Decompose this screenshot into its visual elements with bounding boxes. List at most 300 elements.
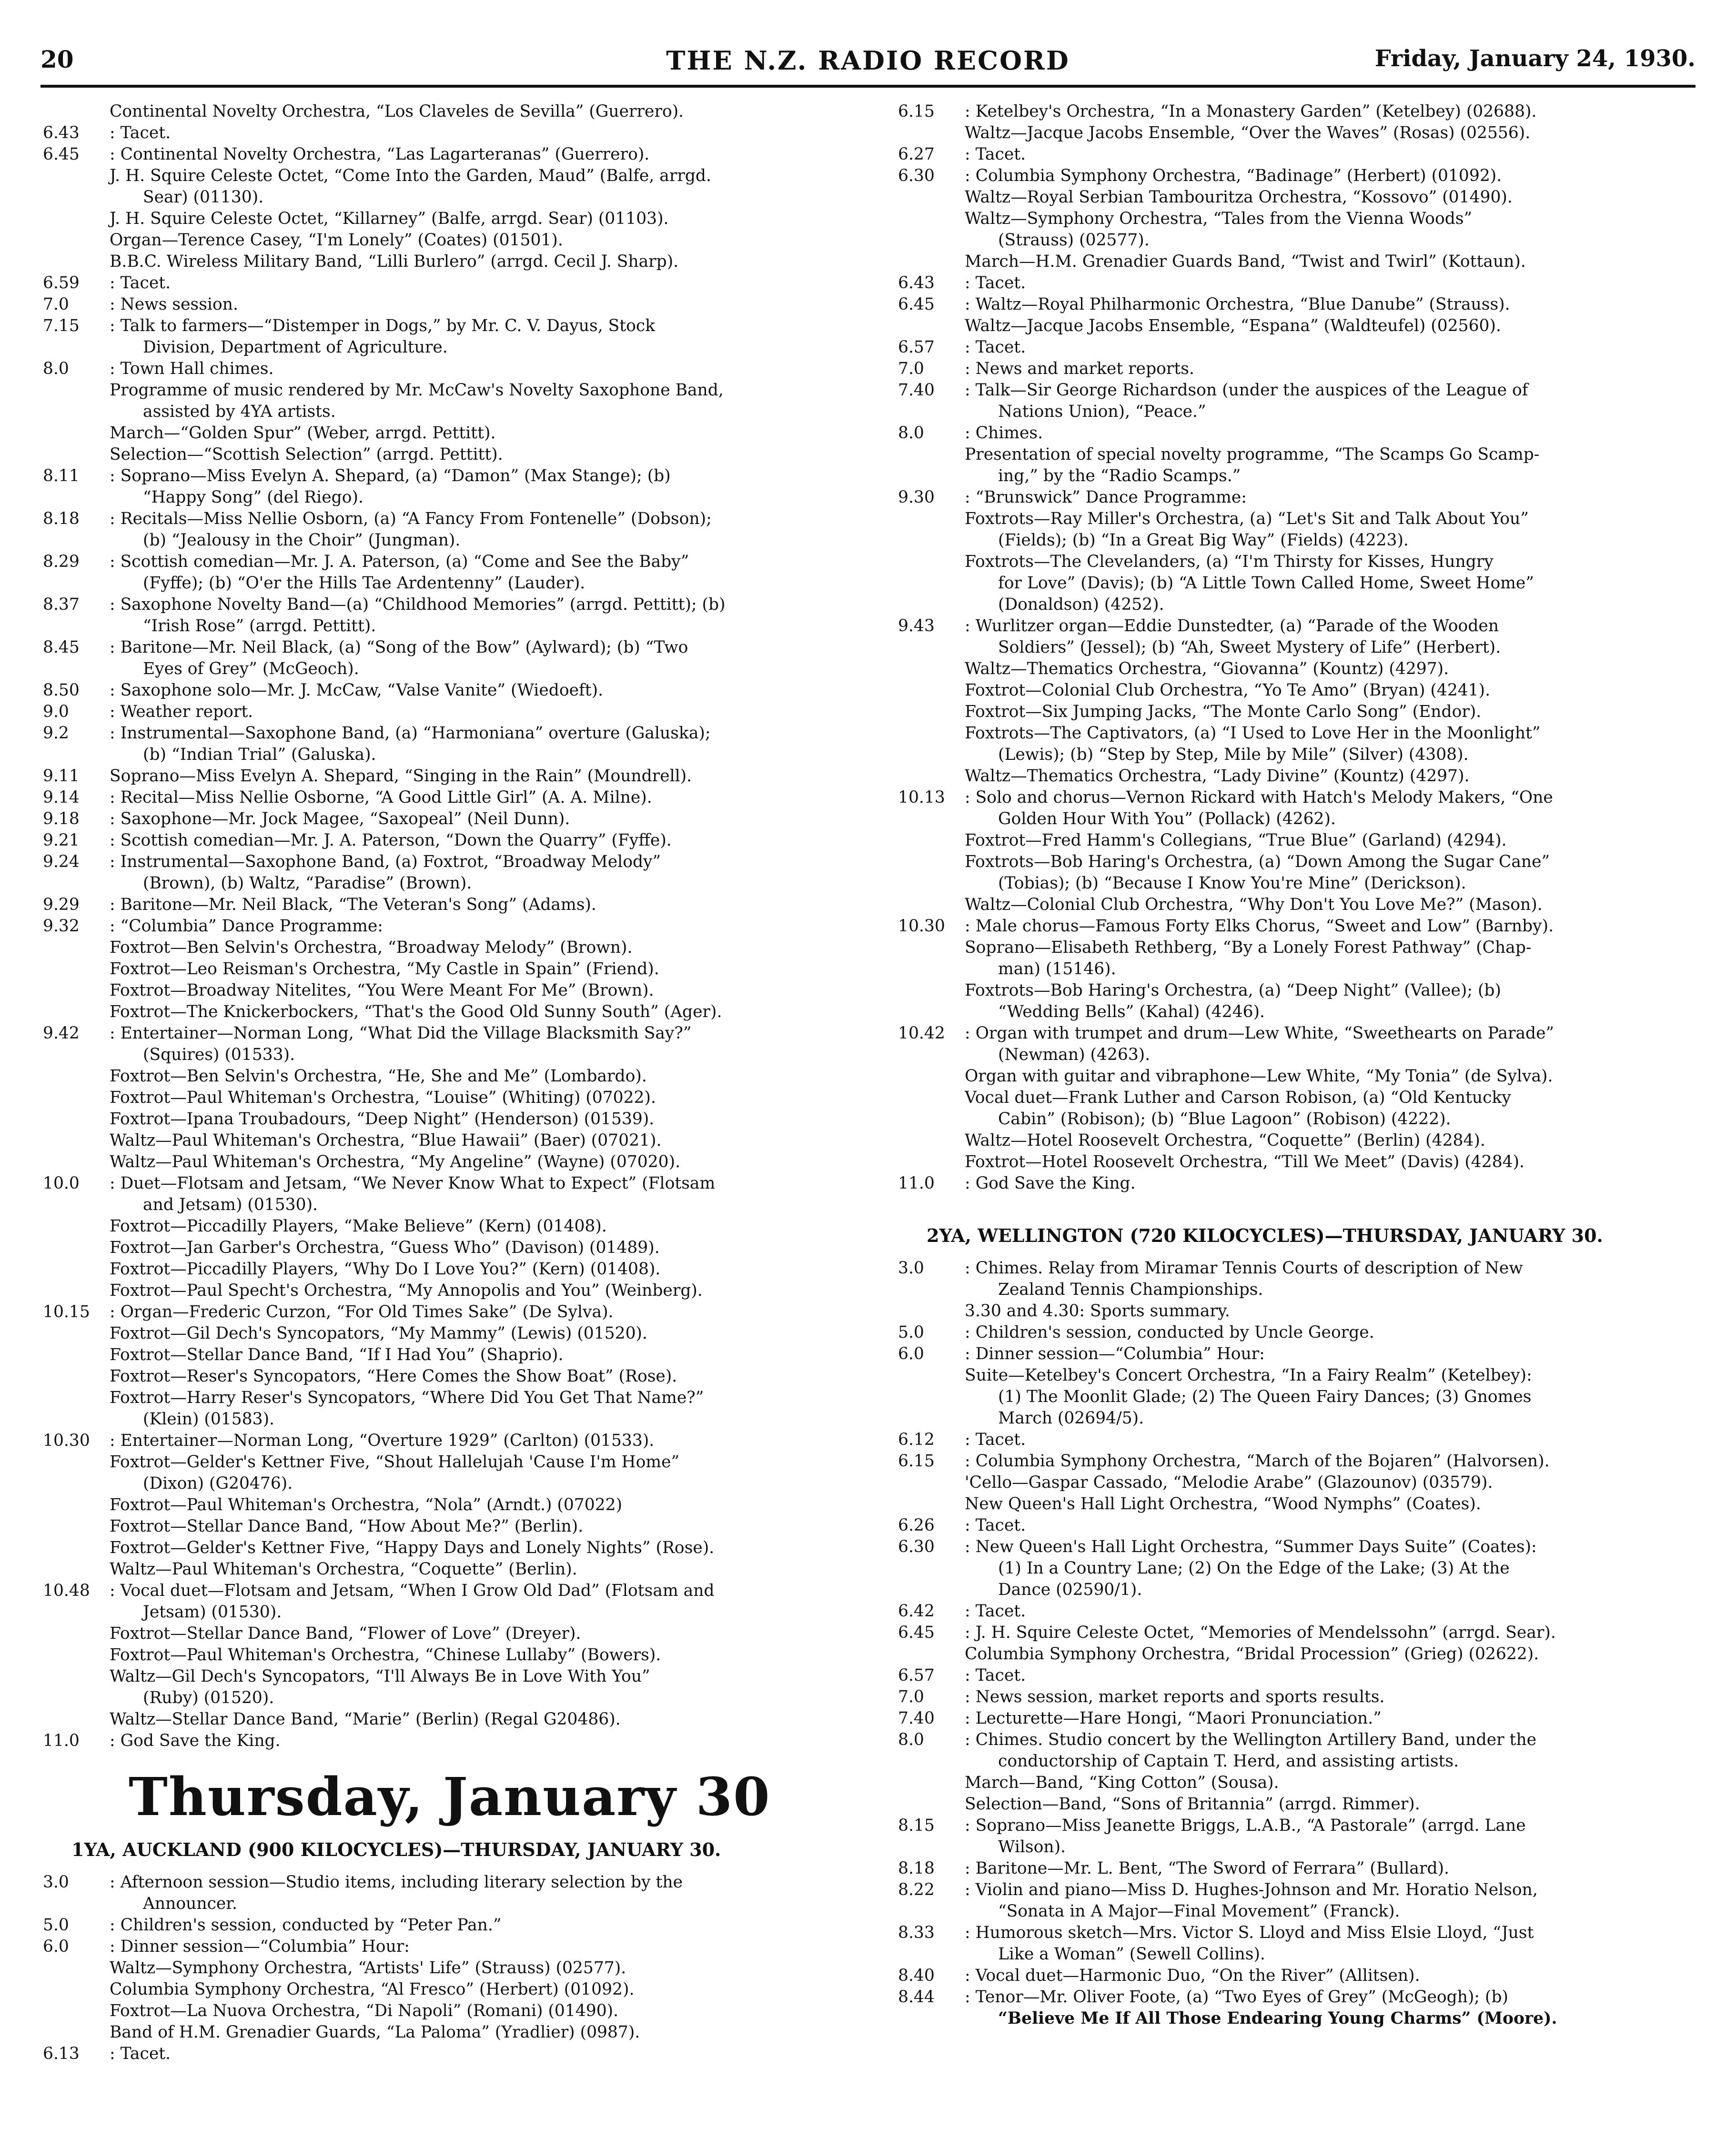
programme-text: Columbia Symphony Orchestra, “Bridal Procession” (Grieg) (02622).	[965, 1645, 1539, 1664]
programme-time: 9.29	[43, 895, 80, 914]
programme-line	[43, 122, 848, 144]
programme-line	[43, 744, 848, 766]
programme-text: : Afternoon session—Studio items, including literary selection by the	[110, 1873, 683, 1892]
programme-text: : Talk to farmers—“Distemper in Dogs,” by Mr. C. V. Dayus, Stock	[110, 316, 656, 335]
programme-time: 7.15	[43, 316, 80, 335]
section-heading-1ya: 1YA, AUCKLAND (900 KILOCYCLES)—THURSDAY, JANUARY 30.	[71, 1839, 721, 1860]
programme-line	[898, 1944, 1694, 1965]
programme-line	[43, 272, 848, 294]
programme-line	[43, 1623, 848, 1645]
programme-text: : Chimes. Relay from Miramar Tennis Courts of description of New	[965, 1259, 1523, 1278]
programme-time: 8.44	[898, 1988, 935, 2007]
programme-text: Foxtrot—Leo Reisman's Orchestra, “My Castle in Spain” (Friend).	[110, 959, 659, 979]
programme-line	[43, 873, 848, 894]
programme-text: Foxtrots—Ray Miller's Orchestra, (a) “Let's Sit and Talk About You”	[965, 509, 1529, 528]
programme-text: : Organ with trumpet and drum—Lew White, “Sweethearts on Parade”	[965, 1024, 1554, 1043]
programme-text: 'Cello—Gaspar Cassado, “Melodie Arabe” (Glazounov) (03579).	[965, 1473, 1493, 1492]
programme-text: J. H. Squire Celeste Octet, “Come Into the Garden, Maud” (Balfe, arrgd.	[110, 166, 711, 185]
programme-list-4ya	[43, 101, 848, 1752]
programme-text: (Donaldson) (4252).	[998, 595, 1164, 614]
programme-text: and Jetsam) (01530).	[143, 1195, 318, 1214]
programme-text: : News and market reports.	[965, 359, 1194, 378]
programme-text: : Lecturette—Hare Hongi, “Maori Pronunciation.”	[965, 1709, 1382, 1728]
programme-line	[898, 1836, 1694, 1858]
programme-time: 9.43	[898, 616, 935, 636]
programme-time: 6.30	[898, 1537, 935, 1556]
programme-line	[898, 1901, 1694, 1922]
programme-time: 6.27	[898, 145, 935, 164]
programme-line	[898, 1173, 1694, 1194]
programme-line	[43, 444, 848, 465]
programme-time: 8.50	[43, 681, 80, 700]
programme-line	[43, 1344, 848, 1366]
programme-text: B.B.C. Wireless Military Band, “Lilli Burlero” (arrgd. Cecil J. Sharp).	[110, 252, 679, 271]
programme-text: Foxtrot—Piccadilly Players, “Make Believe” (Kern) (01408).	[110, 1217, 607, 1236]
programme-line	[43, 337, 848, 358]
programme-text: : Chimes.	[965, 424, 1043, 443]
programme-line	[898, 272, 1694, 294]
programme-time: 10.42	[898, 1024, 945, 1043]
programme-line	[43, 1709, 848, 1730]
programme-line	[43, 1872, 848, 1893]
programme-text: : Organ—Frederic Curzon, “For Old Times Sake” (De Sylva).	[110, 1302, 614, 1322]
programme-time: 5.0	[898, 1323, 924, 1342]
programme-line	[898, 1601, 1694, 1622]
programme-text: (Squires) (01533).	[143, 1045, 295, 1064]
programme-text: : Scottish comedian—Mr. J. A. Paterson, (a) “Come and See the Baby”	[110, 552, 689, 571]
programme-line	[898, 1858, 1694, 1879]
programme-line	[898, 101, 1694, 122]
programme-line	[43, 959, 848, 980]
programme-line	[43, 380, 848, 401]
programme-time: 6.0	[898, 1344, 924, 1363]
programme-text: Foxtrot—Stellar Dance Band, “If I Had You” (Shaprio).	[110, 1345, 564, 1364]
programme-text: : New Queen's Hall Light Orchestra, “Summer Days Suite” (Coates):	[965, 1537, 1537, 1556]
programme-line	[898, 916, 1694, 937]
programme-time: 9.2	[43, 724, 69, 743]
programme-line	[898, 1451, 1694, 1472]
programme-line	[898, 937, 1694, 959]
programme-text: March—H.M. Grenadier Guards Band, “Twist and Twirl” (Kottaun).	[965, 252, 1526, 271]
programme-text: : Entertainer—Norman Long, “What Did the Village Blacksmith Say?”	[110, 1024, 692, 1043]
programme-time: 6.15	[898, 102, 935, 121]
programme-text: (Brown), (b) Waltz, “Paradise” (Brown).	[143, 874, 472, 893]
programme-line	[43, 1001, 848, 1023]
programme-line	[43, 1580, 848, 1602]
programme-text: : Ketelbey's Orchestra, “In a Monastery Garden” (Ketelbey) (02688).	[965, 102, 1537, 121]
programme-line	[43, 508, 848, 530]
programme-line	[898, 165, 1694, 187]
programme-text: : Dinner session—“Columbia” Hour:	[110, 1937, 410, 1956]
programme-text: : Tacet.	[965, 338, 1026, 357]
programme-text: Waltz—Symphony Orchestra, “Artists' Life” (Strauss) (02577).	[110, 1958, 626, 1978]
programme-line	[43, 1259, 848, 1280]
programme-time: 6.57	[898, 338, 935, 357]
programme-time: 8.0	[898, 424, 924, 443]
programme-text: Foxtrot—Six Jumping Jacks, “The Monte Carlo Song” (Endor).	[965, 702, 1482, 721]
programme-text: (Dixon) (G20476).	[143, 1474, 293, 1493]
programme-line	[898, 1279, 1694, 1301]
programme-text: : Scottish comedian—Mr. J. A. Paterson, “Down the Quarry” (Fyffe).	[110, 831, 672, 850]
programme-line	[43, 401, 848, 423]
programme-text: “Sonata in A Major—Final Movement” (Franck).	[998, 1902, 1400, 1921]
programme-text: man) (15146).	[998, 959, 1116, 979]
programme-line	[43, 1893, 848, 1915]
programme-line	[43, 701, 848, 723]
programme-time: 6.0	[43, 1937, 69, 1956]
programme-line	[43, 1387, 848, 1409]
programme-text: Dance (02590/1).	[998, 1580, 1142, 1599]
programme-list-1ya	[43, 1872, 848, 2065]
programme-line	[43, 851, 848, 873]
programme-text: Foxtrot—La Nuova Orchestra, “Di Napoli” (Romani) (01490).	[110, 2001, 619, 2020]
programme-line	[43, 937, 848, 959]
programme-text: Organ with guitar and vibraphone—Lew White, “My Tonia” (de Sylva).	[965, 1067, 1553, 1086]
programme-text: : “Columbia” Dance Programme:	[110, 917, 383, 936]
programme-time: 8.18	[898, 1859, 935, 1878]
programme-line	[43, 251, 848, 272]
programme-line	[898, 980, 1694, 1001]
programme-text: Waltz—Paul Whiteman's Orchestra, “My Angeline” (Wayne) (07020).	[110, 1152, 681, 1171]
programme-time: 9.11	[43, 767, 80, 786]
programme-text: : Recital—Miss Nellie Osborne, “A Good Little Girl” (A. A. Milne).	[110, 788, 652, 807]
programme-text: : Soprano—Miss Jeanette Briggs, L.A.B., “A Pastorale” (arrgd. Lane	[965, 1816, 1526, 1835]
programme-line	[43, 830, 848, 851]
programme-text: Zealand Tennis Championships.	[998, 1280, 1263, 1299]
programme-line	[43, 1979, 848, 2000]
programme-line	[43, 1151, 848, 1173]
programme-line	[898, 701, 1694, 723]
programme-text: Selection—“Scottish Selection” (arrgd. Pettitt).	[110, 445, 503, 464]
programme-text: : “Brunswick” Dance Programme:	[965, 488, 1247, 507]
programme-time: 7.0	[898, 1687, 924, 1706]
programme-text: : Weather report.	[110, 702, 253, 721]
programme-line	[898, 444, 1694, 465]
programme-text: “Wedding Bells” (Kahal) (4246).	[998, 1002, 1265, 1021]
programme-time: 8.33	[898, 1923, 935, 1942]
programme-text: (Fields); (b) “In a Great Big Way” (Fields) (4223).	[998, 531, 1409, 550]
programme-text: : Tacet.	[110, 273, 171, 293]
programme-time: 5.0	[43, 1916, 69, 1935]
programme-line	[898, 423, 1694, 444]
programme-text: : News session, market reports and sports results.	[965, 1687, 1385, 1706]
programme-line	[898, 894, 1694, 916]
programme-line	[43, 1452, 848, 1473]
programme-line	[898, 1472, 1694, 1493]
programme-line	[43, 1494, 848, 1516]
programme-text: : Chimes. Studio concert by the Wellington Artillery Band, under the	[965, 1730, 1537, 1749]
programme-line	[898, 1922, 1694, 1944]
programme-text: : News session.	[110, 295, 238, 314]
programme-time: 9.42	[43, 1024, 80, 1043]
programme-line	[43, 808, 848, 830]
programme-line	[43, 980, 848, 1001]
programme-time: 6.12	[898, 1430, 935, 1449]
programme-time: 8.37	[43, 595, 80, 614]
programme-line	[43, 1936, 848, 1957]
programme-line	[43, 1473, 848, 1494]
programme-line	[43, 1915, 848, 1936]
programme-text: (1) In a Country Lane; (2) On the Edge of the Lake; (3) At the	[998, 1559, 1510, 1578]
programme-line	[898, 1023, 1694, 1044]
programme-text: (Fyffe); (b) “O'er the Hills Tae Ardentenny” (Lauder).	[143, 574, 585, 593]
programme-text: : Tacet.	[110, 2044, 171, 2063]
programme-line	[898, 1493, 1694, 1515]
programme-time: 8.11	[43, 466, 80, 485]
programme-text: : Columbia Symphony Orchestra, “March of the Bojaren” (Halvorsen).	[965, 1452, 1550, 1471]
programme-line	[43, 1666, 848, 1687]
programme-line	[43, 358, 848, 380]
programme-text: Selection—Band, “Sons of Britannia” (arrgd. Rimmer).	[965, 1795, 1420, 1814]
programme-text: J. H. Squire Celeste Octet, “Killarney” (Balfe, arrgd. Sear) (01103).	[110, 209, 669, 228]
programme-time: 6.45	[898, 295, 935, 314]
programme-text: ing,” by the “Radio Scamps.”	[998, 466, 1241, 485]
programme-time: 7.0	[43, 295, 69, 314]
programme-text: Cabin” (Robison); (b) “Blue Lagoon” (Robison) (4222).	[998, 1110, 1451, 1129]
programme-text: : Entertainer—Norman Long, “Overture 1929” (Carlton) (01533).	[110, 1431, 655, 1450]
programme-line	[43, 1645, 848, 1666]
programme-text: : Tacet.	[965, 145, 1026, 164]
programme-line	[898, 1386, 1694, 1408]
programme-time: 10.0	[43, 1174, 80, 1193]
programme-text: Continental Novelty Orchestra, “Los Claveles de Sevilla” (Guerrero).	[110, 102, 684, 121]
programme-text: March—“Golden Spur” (Weber, arrgd. Pettitt).	[110, 424, 496, 443]
programme-line	[43, 1430, 848, 1452]
programme-line	[43, 766, 848, 787]
programme-time: 3.0	[898, 1259, 924, 1278]
programme-text: Foxtrots—Bob Haring's Orchestra, (a) “Deep Night” (Vallee); (b)	[965, 981, 1501, 1000]
programme-text: : Columbia Symphony Orchestra, “Badinage” (Herbert) (01092).	[965, 166, 1502, 185]
programme-text: : J. H. Squire Celeste Octet, “Memories of Mendelssohn” (arrgd. Sear).	[965, 1623, 1556, 1642]
programme-text: Programme of music rendered by Mr. McCaw's Novelty Saxophone Band,	[110, 381, 724, 400]
programme-time: 11.0	[43, 1731, 80, 1750]
programme-line	[43, 551, 848, 573]
programme-text: 3.30 and 4.30: Sports summary.	[965, 1302, 1230, 1321]
programme-text: : Children's session, conducted by Uncle George.	[965, 1323, 1374, 1342]
programme-line	[43, 1687, 848, 1709]
programme-text: : Continental Novelty Orchestra, “Las Lagarteranas” (Guerrero).	[110, 145, 650, 164]
programme-time: 7.40	[898, 1709, 935, 1728]
programme-line	[43, 487, 848, 508]
programme-text: “Irish Rose” (arrgd. Pettitt).	[143, 616, 376, 636]
programme-line	[898, 1087, 1694, 1109]
programme-text: Foxtrot—Gil Dech's Syncopators, “My Mammy” (Lewis) (01520).	[110, 1324, 647, 1343]
programme-text: (1) The Moonlit Glade; (2) The Queen Fairy Dances; (3) Gnomes	[998, 1387, 1532, 1406]
programme-time: 8.15	[898, 1816, 935, 1835]
programme-text: Golden Hour With You” (Pollack) (4262).	[998, 809, 1336, 828]
programme-line	[43, 144, 848, 165]
programme-text: Foxtrot—Paul Whiteman's Orchestra, “Chinese Lullaby” (Bowers).	[110, 1645, 661, 1665]
programme-line	[898, 658, 1694, 680]
programme-line	[898, 1001, 1694, 1023]
programme-text: “Believe Me If All Those Endearing Young Charms” (Moore).	[998, 2009, 1557, 2028]
programme-text: : Tacet.	[110, 123, 171, 142]
programme-text: Waltz—Jacque Jacobs Ensemble, “Over the Waves” (Rosas) (02556).	[965, 123, 1531, 142]
programme-text: Waltz—Gil Dech's Syncopators, “I'll Always Be in Love With You”	[110, 1667, 650, 1686]
programme-line	[898, 1965, 1694, 1987]
programme-text: Foxtrot—The Knickerbockers, “That's the Good Old Sunny South” (Ager).	[110, 1002, 722, 1021]
programme-line	[898, 1066, 1694, 1087]
programme-line	[43, 894, 848, 916]
day-heading: Thursday, January 30	[129, 1766, 771, 1827]
programme-text: conductorship of Captain T. Herd, and assisting artists.	[998, 1752, 1459, 1771]
programme-line	[43, 1173, 848, 1194]
programme-text: March—Band, “King Cotton” (Sousa).	[965, 1773, 1279, 1792]
programme-line	[898, 315, 1694, 337]
programme-line	[898, 1429, 1694, 1451]
programme-line	[43, 787, 848, 808]
programme-line	[43, 1087, 848, 1109]
programme-line	[898, 959, 1694, 980]
programme-text: Waltz—Symphony Orchestra, “Tales from the Vienna Woods”	[965, 209, 1473, 228]
programme-text: : Saxophone Novelty Band—(a) “Childhood Memories” (arrgd. Pettitt); (b)	[110, 595, 726, 614]
programme-line	[43, 637, 848, 658]
programme-line	[898, 1109, 1694, 1130]
programme-line	[43, 1109, 848, 1130]
programme-line	[898, 744, 1694, 766]
programme-text: Foxtrot—Broadway Nitelites, “You Were Meant For Me” (Brown).	[110, 981, 654, 1000]
programme-line	[898, 1987, 1694, 2008]
programme-text: Foxtrot—Colonial Club Orchestra, “Yo Te Amo” (Bryan) (4241).	[965, 681, 1491, 700]
programme-text: Wilson).	[998, 1837, 1066, 1857]
programme-time: 8.0	[43, 359, 69, 378]
programme-text: : Waltz—Royal Philharmonic Orchestra, “Blue Danube” (Strauss).	[965, 295, 1510, 314]
programme-text: Foxtrot—Paul Specht's Orchestra, “My Annopolis and You” (Weinberg).	[110, 1281, 703, 1300]
programme-line	[43, 2043, 848, 2065]
programme-line	[898, 766, 1694, 787]
programme-text: : Instrumental—Saxophone Band, (a) “Harmoniana” overture (Galuska);	[110, 724, 711, 743]
programme-line	[43, 1730, 848, 1752]
programme-text: Like a Woman” (Sewell Collins).	[998, 1945, 1265, 1964]
programme-text: Band of H.M. Grenadier Guards, “La Paloma” (Yradlier) (0987).	[110, 2023, 640, 2042]
programme-line	[898, 551, 1694, 573]
programme-text: Waltz—Stellar Dance Band, “Marie” (Berlin) (Regal G20486).	[110, 1710, 621, 1729]
programme-text: : Children's session, conducted by “Peter Pan.”	[110, 1916, 502, 1935]
programme-line	[43, 1602, 848, 1623]
programme-text: (Newman) (4263).	[998, 1045, 1151, 1064]
programme-text: (Klein) (01583).	[143, 1410, 274, 1429]
programme-time: 10.30	[898, 917, 945, 936]
programme-line	[898, 1686, 1694, 1708]
programme-line	[898, 1536, 1694, 1558]
programme-line	[898, 1644, 1694, 1665]
programme-line	[43, 315, 848, 337]
programme-time: 9.24	[43, 852, 80, 871]
programme-text: : Wurlitzer organ—Eddie Dunstedter, (a) “Parade of the Wooden	[965, 616, 1499, 636]
programme-line	[898, 1579, 1694, 1601]
programme-line	[898, 530, 1694, 551]
programme-line	[43, 1957, 848, 1979]
programme-line	[43, 1323, 848, 1344]
programme-time: 6.43	[898, 273, 935, 293]
programme-line	[43, 916, 848, 937]
programme-text: New Queen's Hall Light Orchestra, “Wood Nymphs” (Coates).	[965, 1494, 1481, 1514]
programme-text: Presentation of special novelty programme, “The Scamps Go Scamp-	[965, 445, 1540, 464]
programme-text: (Lewis); (b) “Step by Step, Mile by Mile” (Silver) (4308).	[998, 745, 1469, 764]
programme-text: : Recitals—Miss Nellie Osborn, (a) “A Fancy From Fontenelle” (Dobson);	[110, 509, 712, 528]
programme-text: Waltz—Royal Serbian Tambouritza Orchestra, “Kossovo” (01490).	[965, 188, 1513, 207]
programme-text: (Ruby) (01520).	[143, 1688, 274, 1707]
programme-line	[898, 1794, 1694, 1815]
programme-line	[898, 808, 1694, 830]
programme-line	[43, 594, 848, 615]
programme-line	[898, 1751, 1694, 1772]
programme-time: 3.0	[43, 1873, 69, 1892]
programme-line	[898, 230, 1694, 251]
programme-time: 6.30	[898, 166, 935, 185]
programme-text: (b) “Jealousy in the Choir” (Jungman).	[143, 531, 461, 550]
programme-line	[898, 1408, 1694, 1429]
programme-text: Foxtrot—Piccadilly Players, “Why Do I Love You?” (Kern) (01408).	[110, 1260, 661, 1279]
programme-line	[43, 230, 848, 251]
programme-text: Division, Department of Agriculture.	[143, 338, 448, 357]
programme-text: Eyes of Grey” (McGeoch).	[143, 659, 359, 678]
programme-time: 11.0	[898, 1174, 935, 1193]
programme-text: : Solo and chorus—Vernon Rickard with Hatch's Melody Makers, “One	[965, 788, 1553, 807]
programme-line	[898, 358, 1694, 380]
programme-line	[898, 187, 1694, 208]
programme-text: Soprano—Elisabeth Rethberg, “By a Lonely Forest Pathway” (Chap-	[965, 938, 1532, 957]
programme-time: 10.13	[898, 788, 945, 807]
programme-line	[898, 1708, 1694, 1729]
programme-time: 6.43	[43, 123, 80, 142]
programme-line	[898, 594, 1694, 615]
programme-time: 8.45	[43, 638, 80, 657]
programme-line	[898, 465, 1694, 487]
programme-line	[898, 1879, 1694, 1901]
programme-line	[898, 615, 1694, 637]
programme-time: 6.59	[43, 273, 80, 293]
programme-text: : Saxophone—Mr. Jock Magee, “Saxopeal” (Neil Dunn).	[110, 809, 570, 828]
programme-text: : Baritone—Mr. L. Bent, “The Sword of Ferrara” (Bullard).	[965, 1859, 1449, 1878]
programme-line	[898, 122, 1694, 144]
programme-text: Foxtrot—Stellar Dance Band, “How About Me?” (Berlin).	[110, 1517, 584, 1536]
programme-text: Waltz—Colonial Club Orchestra, “Why Don't You Love Me?” (Mason).	[965, 895, 1543, 914]
programme-text: Foxtrot—Paul Whiteman's Orchestra, “Nola” (Arndt.) (07022)	[110, 1495, 623, 1514]
programme-line	[898, 487, 1694, 508]
programme-text: : Violin and piano—Miss D. Hughes-Johnson and Mr. Horatio Nelson,	[965, 1880, 1538, 1899]
programme-line	[898, 380, 1694, 401]
programme-text: : Tacet.	[965, 1602, 1026, 1621]
programme-time: 9.30	[898, 488, 935, 507]
programme-time: 6.13	[43, 2044, 80, 2063]
programme-time: 6.45	[43, 145, 80, 164]
page-header	[40, 45, 1696, 79]
programme-text: Suite—Ketelbey's Concert Orchestra, “In a Fairy Realm” (Ketelbey):	[965, 1366, 1532, 1385]
programme-text: Foxtrot—Stellar Dance Band, “Flower of Love” (Dreyer).	[110, 1624, 581, 1643]
programme-line	[43, 423, 848, 444]
programme-line	[43, 1302, 848, 1323]
programme-time: 8.22	[898, 1880, 935, 1899]
programme-line	[898, 401, 1694, 423]
programme-text: Columbia Symphony Orchestra, “Al Fresco” (Herbert) (01092).	[110, 1980, 635, 1999]
programme-text: Foxtrots—The Clevelanders, (a) “I'm Thirsty for Kisses, Hungry	[965, 552, 1494, 571]
programme-time: 9.32	[43, 917, 80, 936]
programme-line	[43, 1516, 848, 1537]
programme-text: Foxtrot—Paul Whiteman's Orchestra, “Louise” (Whiting) (07022).	[110, 1088, 656, 1107]
programme-line	[898, 337, 1694, 358]
programme-text: Foxtrot—Reser's Syncopators, “Here Comes the Show Boat” (Rose).	[110, 1367, 677, 1386]
programme-line	[898, 1151, 1694, 1173]
programme-line	[898, 830, 1694, 851]
programme-text: : Talk—Sir George Richardson (under the auspices of the League of	[965, 381, 1528, 400]
programme-line	[898, 637, 1694, 658]
programme-line	[43, 680, 848, 701]
programme-line	[43, 208, 848, 230]
programme-time: 8.0	[898, 1730, 924, 1749]
programme-text: : Town Hall chimes.	[110, 359, 274, 378]
programme-text: : Humorous sketch—Mrs. Victor S. Lloyd and Miss Elsie Lloyd, “Just	[965, 1923, 1534, 1942]
